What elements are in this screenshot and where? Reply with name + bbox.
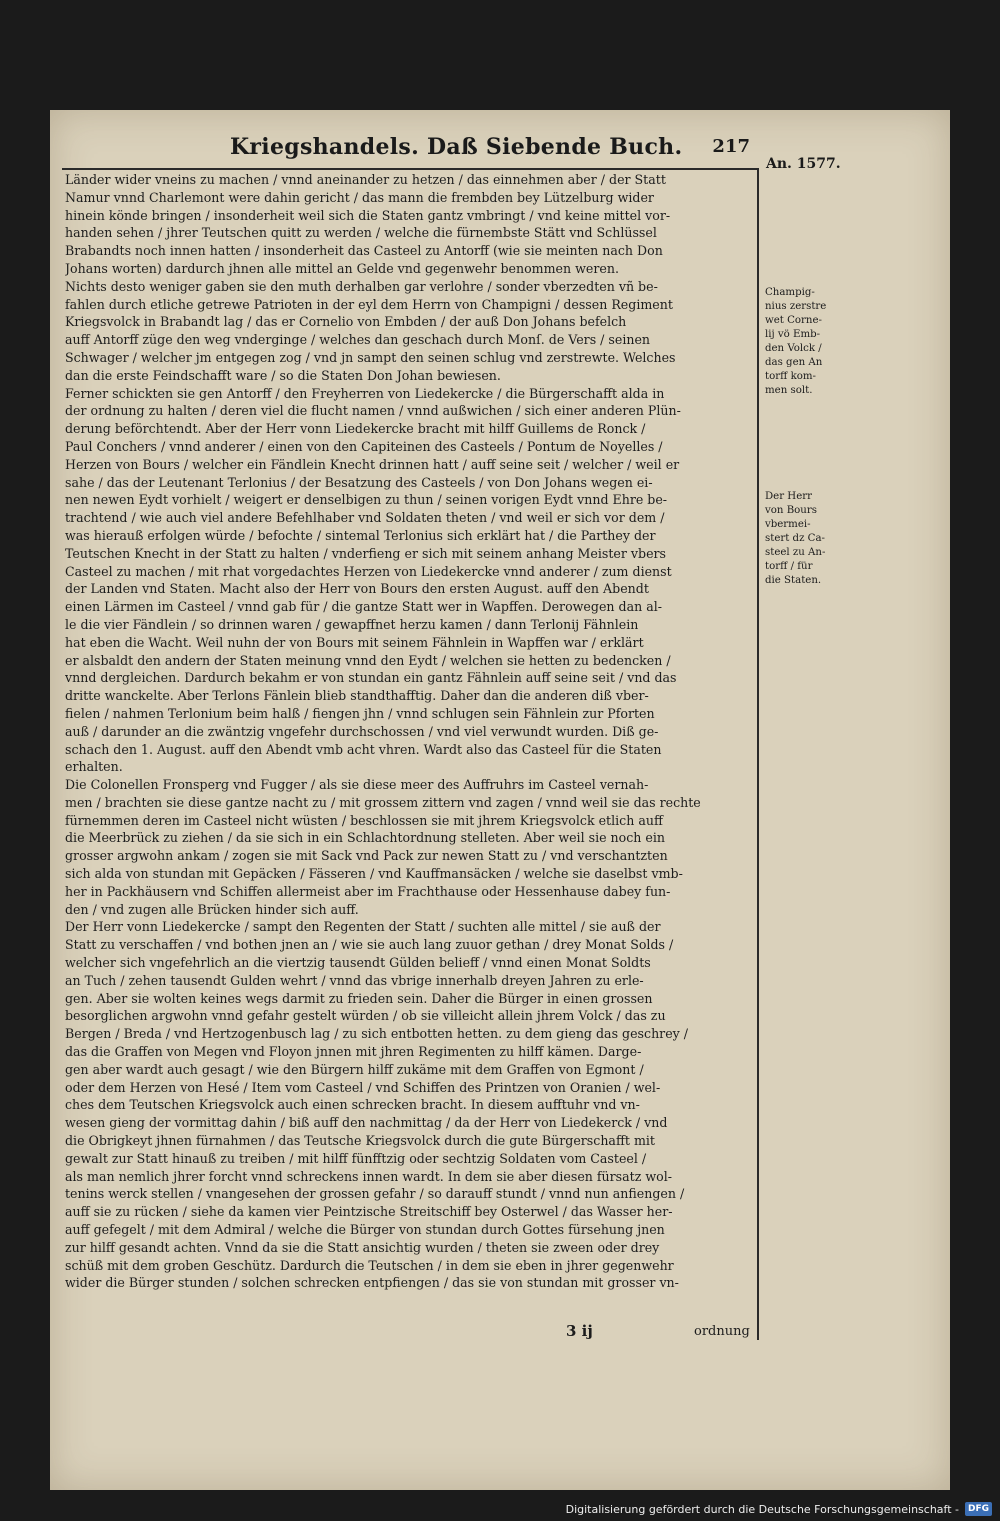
marginal-line: das gen An xyxy=(765,357,823,368)
text-line: Casteel zu machen / mit rhat vorgedachtes Herzen von Liedekercke vnnd anderer / zum dienst xyxy=(65,563,672,579)
text-line: zur hilff gesandt achten. Vnnd da sie die Statt ansichtig wurden / theten sie zween oder drey xyxy=(65,1239,660,1255)
margin-column-rule xyxy=(757,168,759,1340)
text-line: sich alda von stundan mit Gepäcken / Fässeren / vnd Kauffmansäcken / welche sie daselbst vmb- xyxy=(65,866,683,882)
running-title: Kriegshandels. Daß Siebende Buch. xyxy=(230,134,683,160)
text-line: hat eben die Wacht. Weil nuhn der von Bours mit seinem Fähnlein in Wapffen war / erklärt xyxy=(65,634,644,650)
text-line: dan die erste Feindschafft ware / so die Staten Don Johan bewiesen. xyxy=(65,367,501,383)
text-line: dritte wanckelte. Aber Terlons Fänlein blieb standthafftig. Daher dan die anderen diß vber- xyxy=(65,688,649,704)
text-line: Kriegsvolck in Brabandt lag / das er Cornelio von Embden / der auß Don Johans befelch xyxy=(65,314,627,330)
text-line: sahe / das der Leutenant Terlonius / der Besatzung des Casteels / von Don Johans wegen ei- xyxy=(65,474,653,490)
marginal-line: lij vö Emb- xyxy=(765,329,821,340)
text-line: Der Herr vonn Liedekercke / sampt den Regenten der Statt / suchten alle mittel / sie auß der xyxy=(65,919,661,935)
text-line: fahlen durch etliche getrewe Patrioten in der eyl dem Herrn von Champigni / dessen Regiment xyxy=(65,296,673,312)
text-line: der Landen vnd Staten. Macht also der Herr von Bours den ersten August. auff den Abendt xyxy=(65,581,649,597)
text-line: Die Colonellen Fronsperg vnd Fugger / als sie diese meer des Auffruhrs im Casteel vernah- xyxy=(65,777,649,793)
text-line: Herzen von Bours / welcher ein Fändlein Knecht drinnen hatt / auff seine seit / welcher / weil er xyxy=(65,456,680,472)
text-line: Teutschen Knecht in der Statt zu halten / vnderfieng er sich mit seinem anhang Meister vbers xyxy=(65,545,667,561)
marginal-line: stert dz Ca- xyxy=(765,533,825,544)
text-line: ches dem Teutschen Kriegsvolck auch einen schrecken bracht. In diesem aufftuhr vnd vn- xyxy=(65,1097,640,1113)
text-line: Paul Conchers / vnnd anderer / einen von den Capiteinen des Casteels / Pontum de Noyelles / xyxy=(65,438,663,454)
marginal-line: torff / für xyxy=(765,561,813,572)
marginal-line: vbermei- xyxy=(765,519,811,530)
marginal-line: Champig- xyxy=(765,287,815,298)
text-line: gen aber wardt auch gesagt / wie den Bürgern hilff zukäme mit dem Graffen von Egmont / xyxy=(65,1061,644,1077)
text-line: an Tuch / zehen tausendt Gulden wehrt / vnnd das vbrige innerhalb dreyen Jahren zu erle- xyxy=(65,972,644,988)
marginal-line: Der Herr xyxy=(765,491,812,502)
marginal-note-champigni xyxy=(765,286,845,398)
text-line: men / brachten sie diese gantze nacht zu / mit grossem zittern vnd zagen / vnnd weil sie das rechte xyxy=(65,794,701,810)
text-line: die Meerbrück zu ziehen / da sie sich in ein Schlachtordnung stelleten. Aber weil sie noch ein xyxy=(65,830,666,846)
text-line: fielen / nahmen Terlonium beim halß / fiengen jhn / vnnd schlugen sein Fähnlein zur Pforten xyxy=(65,705,655,721)
text-line: Ferner schickten sie gen Antorff / den Freyherren von Liedekercke / die Bürgerschafft alda in xyxy=(65,385,665,401)
text-line: welcher sich vngefehrlich an die viertzig tausendt Gülden belieff / vnnd einen Monat Soldts xyxy=(65,955,651,971)
dfg-logo: DFG xyxy=(965,1502,992,1516)
text-line: le die vier Fändlein / so drinnen waren / gewapffnet herzu kamen / dann Terlonij Fähnlein xyxy=(65,616,639,632)
text-line: trachtend / wie auch viel andere Befehlhaber vnd Soldaten theten / vnd weil er sich vor dem / xyxy=(65,510,665,526)
text-line: erhalten. xyxy=(65,759,123,775)
text-line: als man nemlich jhrer forcht vnnd schreckens innen wardt. In dem sie aber diesen fürsatz wol- xyxy=(65,1168,672,1184)
text-line: Statt zu verschaffen / vnd bothen jnen an / wie sie auch lang zuuor gethan / drey Monat Solds / xyxy=(65,937,674,953)
page-number: 217 xyxy=(712,136,750,157)
text-line: oder dem Herzen von Hesé / Item vom Casteel / vnd Schiffen des Printzen von Oranien / wel- xyxy=(65,1079,661,1095)
marginal-line: torff kom- xyxy=(765,371,816,382)
marginal-line: die Staten. xyxy=(765,575,822,586)
marginal-line: nius zerstre xyxy=(765,301,827,312)
text-line: auß / darunder an die zwäntzig vngefehr durchschossen / vnd viel verwundt wurden. Diß ge- xyxy=(65,723,659,739)
text-line: vnnd dergleichen. Dardurch bekahm er von stundan ein gantz Fähnlein auff seine seit / vnd das xyxy=(65,670,677,686)
text-line: gen. Aber sie wolten keines wegs darmit zu frieden sein. Daher die Bürger in einen grossen xyxy=(65,990,653,1006)
text-line: besorglichen argwohn vnnd gefahr gestelt würden / ob sie villeicht allein jhrem Volck / das zu xyxy=(65,1008,666,1024)
text-line: Bergen / Breda / vnd Hertzogenbusch lag / zu sich entbotten hetten. zu dem gieng das geschrey / xyxy=(65,1026,689,1042)
marginal-line: wet Corne- xyxy=(765,315,822,326)
text-line: derung beförchtendt. Aber der Herr vonn Liedekercke bracht mit hilff Guillems de Ronck / xyxy=(65,421,646,437)
text-line: tenins werck stellen / vnangesehen der grossen gefahr / so darauff stundt / vnnd nun anfiengen / xyxy=(65,1186,685,1202)
text-line: Nichts desto weniger gaben sie den muth derhalben gar verlohre / sonder vberzedten vñ be- xyxy=(65,278,658,294)
text-line: Brabandts noch innen hatten / insonderheit das Casteel zu Antorff (wie sie meinten nach Don xyxy=(65,243,663,259)
text-line: hinein könde bringen / insonderheit weil sich die Staten gantz vmbringt / vnd keine mittel vor- xyxy=(65,207,671,223)
signature-mark: 3 ij xyxy=(566,1322,593,1340)
text-line: er alsbaldt den andern der Staten meinung vnnd den Eydt / welchen sie hetten zu bedencken / xyxy=(65,652,671,668)
text-line: auff gefegelt / mit dem Admiral / welche die Bürger von stundan durch Gottes fürsehung jnen xyxy=(65,1222,665,1238)
text-line: den / vnd zugen alle Brücken hinder sich auff. xyxy=(65,901,359,917)
marginal-line: men solt. xyxy=(765,385,813,396)
text-line: auff sie zu rücken / siehe da kamen vier Peintzische Streitschiff bey Osterwel / das Wasser her- xyxy=(65,1204,673,1220)
text-line: der ordnung zu halten / deren viel die flucht namen / vnnd außwichen / sich einer anderen Plün- xyxy=(65,403,681,419)
text-line: Länder wider vneins zu machen / vnnd aneinander zu hetzen / das einnehmen aber / der Statt xyxy=(65,172,666,187)
text-line: wider die Bürger stunden / solchen schrecken entpfiengen / das sie von stundan mit grosser vn- xyxy=(65,1275,679,1291)
text-line: was hierauß erfolgen würde / befochte / sintemal Terlonius sich erklärt hat / die Parthey der xyxy=(65,527,656,543)
text-line: schüß mit dem groben Geschütz. Dardurch die Teutschen / in dem sie eben in jhrer gegenwehr xyxy=(65,1257,674,1273)
text-line: Johans worten) dardurch jhnen alle mittel an Gelde vnd gegenwehr benommen weren. xyxy=(65,260,619,276)
marginal-line: den Volck / xyxy=(765,343,822,354)
footer-credit xyxy=(566,1500,992,1518)
text-line: auff Antorff züge den weg vnderginge / welches dan geschach durch Monſ. de Vers / seinen xyxy=(65,332,651,348)
header-rule xyxy=(62,168,758,170)
text-line: einen Lärmen im Casteel / vnnd gab für / die gantze Statt wer in Wapffen. Derowegen dan al- xyxy=(65,599,662,615)
marginal-note-bours xyxy=(765,490,845,588)
text-line: gewalt zur Statt hinauß zu treiben / mit hilff fünfftzig oder sechtzig Soldaten vom Casteel / xyxy=(65,1150,647,1166)
main-text-block xyxy=(65,171,755,1292)
text-line: Schwager / welcher jm entgegen zog / vnd jn sampt den seinen schlug vnd zerstrewte. Welches xyxy=(65,349,676,365)
catchword: ordnung xyxy=(694,1324,750,1339)
marginal-line: steel zu An- xyxy=(765,547,826,558)
text-line: handen sehen / jhrer Teutschen quitt zu werden / welche die fürnembste Stätt vnd Schlüssel xyxy=(65,225,657,241)
text-line: schach den 1. August. auff den Abendt vmb acht vhren. Wardt also das Casteel für die Staten xyxy=(65,741,662,757)
year-note: An. 1577. xyxy=(766,156,841,172)
footer-text: Digitalisierung gefördert durch die Deutsche Forschungsgemeinschaft - xyxy=(565,1502,959,1516)
text-line: her in Packhäusern vnd Schiffen allermeist aber im Frachthause oder Hessenhause dabey fun- xyxy=(65,883,671,899)
marginal-line: von Bours xyxy=(765,505,817,516)
running-header xyxy=(218,132,758,168)
text-line: Namur vnnd Charlemont were dahin gericht / das mann die frembden bey Lützelburg wider xyxy=(65,189,654,205)
text-line: grosser argwohn ankam / zogen sie mit Sack vnd Pack zur newen Statt zu / vnd verschantzten xyxy=(65,848,668,864)
text-line: das die Graffen von Megen vnd Floyon jnnen mit jhren Regimenten zu hilff kämen. Darge- xyxy=(65,1044,642,1060)
text-line: nen newen Eydt vorhielt / weigert er denselbigen zu thun / seinen vorigen Eydt vnnd Ehre be- xyxy=(65,492,668,508)
text-line: wesen gieng der vormittag dahin / biß auff den nachmittag / da der Herr von Liedekerck / vnd xyxy=(65,1115,668,1131)
text-line: die Obrigkeyt jhnen fürnahmen / das Teutsche Kriegsvolck durch die gute Bürgerschafft mit xyxy=(65,1133,655,1149)
text-line: fürnemmen deren im Casteel nicht wüsten / beschlossen sie mit jhrem Kriegsvolck etlich auff xyxy=(65,812,663,828)
